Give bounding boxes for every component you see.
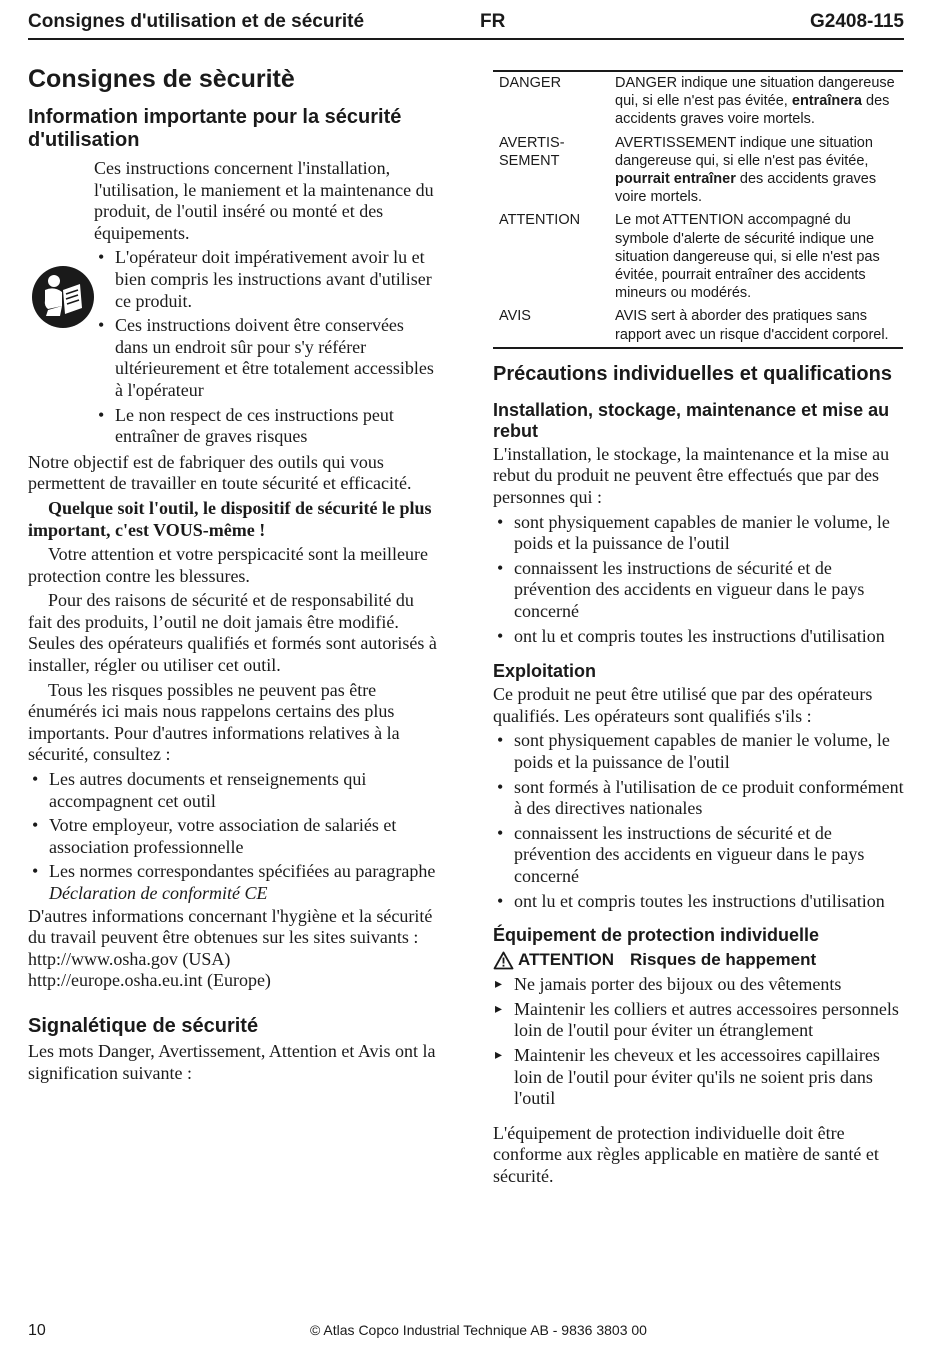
signal-word-table bbox=[493, 70, 903, 349]
list-item: • Votre employeur, votre association de salariés et association professionnelle bbox=[28, 815, 440, 858]
signal-definition: AVERTISSEMENT indique une situation dangereuse qui, si elle n'est pas évitée, pourrait entraîner des accidents graves voire mortels. bbox=[615, 134, 877, 206]
right-column bbox=[493, 70, 904, 1187]
norms-text: Les normes correspondantes spécifiées au paragraphe bbox=[49, 861, 436, 882]
list-item: ▸ Ne jamais porter des bijoux ou des vêtements bbox=[493, 974, 904, 996]
warning-risk-title: Risques de happement bbox=[630, 950, 817, 970]
signal-term: DANGER bbox=[499, 75, 562, 91]
signal-term: AVIS bbox=[499, 308, 531, 325]
objective-paragraph: Notre objectif est de fabriquer des outils qui vous permettent de travailler en toute sécurité et efficacité. bbox=[28, 451, 412, 494]
signal-term: AVERTIS- SEMENT bbox=[499, 134, 565, 169]
attention-paragraph: Votre attention et votre perspicacité sont la meilleure protection contre les blessures. bbox=[28, 544, 429, 586]
intro-bullets bbox=[94, 247, 440, 447]
intro-paragraph: Ces instructions concernent l'installation, l'utilisation, le maniement et la maintenance du produit, de l'outil inséré ou monté et des équipements. bbox=[94, 158, 434, 243]
hygiene-paragraph: D'autres informations concernant l'hygiène et la sécurité du travail peuvent être obtenues sur les sites suivants : bbox=[28, 905, 433, 948]
precautions-heading: Précautions individuelles et qualifications bbox=[493, 362, 892, 385]
exploitation-heading: Exploitation bbox=[493, 661, 596, 682]
list-item: • connaissent les instructions de sécurité et de prévention des accidents en vigueur dans le pays concerné bbox=[493, 558, 904, 623]
page-number: 10 bbox=[28, 1322, 46, 1339]
header-title: Consignes d'utilisation et de sécurité bbox=[28, 11, 365, 32]
warning-signal-word: ATTENTION bbox=[518, 950, 615, 970]
list-item: ▸ Maintenir les colliers et autres accessoires personnels loin de l'outil pour éviter un étranglement bbox=[493, 999, 904, 1042]
list-item: • sont formés à l'utilisation de ce produit conformément à des directives nationales bbox=[493, 777, 904, 820]
copyright-notice: © Atlas Copco Industrial Technique AB - 9836 3803 00 bbox=[310, 1322, 647, 1338]
list-item: • connaissent les instructions de sécurité et de prévention des accidents en vigueur dans le pays concerné bbox=[493, 823, 904, 888]
list-item: • Les autres documents et renseignements qui accompagnent cet outil bbox=[28, 769, 440, 812]
install-intro: L'installation, le stockage, la maintenance et la mise au rebut du produit ne peuvent être effectués que par des personnes qui : bbox=[493, 443, 890, 508]
signal-definition: Le mot ATTENTION accompagné du symbole d'alerte de sécurité indique une situation dangereuse qui, si elle n'est pas évitée, pourrait entraîner des accidents mineurs ou modérés. bbox=[615, 212, 880, 302]
signal-intro: Les mots Danger, Avertissement, Attention et Avis ont la signification suivante : bbox=[28, 1040, 436, 1083]
osha-usa-link[interactable]: http://www.osha.gov (USA) bbox=[28, 948, 231, 969]
ppe-heading: Équipement de protection individuelle bbox=[493, 925, 820, 946]
list-item: • ont lu et compris toutes les instructions d'utilisation bbox=[493, 891, 904, 913]
table-row bbox=[493, 211, 903, 302]
signal-definition: DANGER indique une situation dangereuse qui, si elle n'est pas évitée, entraînera des accidents graves voire mortels. bbox=[615, 75, 895, 128]
page-title: Consignes de sècuritè bbox=[28, 65, 295, 93]
read-manual-icon bbox=[32, 266, 94, 328]
table-row bbox=[493, 134, 903, 207]
list-item: • sont physiquement capables de manier le volume, le poids et la puissance de l'outil bbox=[493, 512, 904, 555]
list-item bbox=[28, 861, 440, 904]
install-requirements bbox=[493, 512, 904, 648]
exploitation-intro: Ce produit ne peut être utilisé que par des opérateurs qualifiés. Les opérateurs sont qualifiés s'ils : bbox=[493, 684, 873, 726]
risks-paragraph: Tous les risques possibles ne peuvent pas être énumérés ici mais nous rappelons certains des plus importants. Pour d'autres informations relatives à la sécurité, consultez : bbox=[28, 679, 400, 765]
list-item: • Le non respect de ces instructions peut entraîner de graves risques bbox=[94, 405, 440, 448]
signal-definition: AVIS sert à aborder des pratiques sans rapport avec un risque d'accident corporel. bbox=[615, 308, 889, 343]
operator-requirements bbox=[493, 730, 904, 912]
ce-declaration-reference: Déclaration de conformité CE bbox=[49, 883, 268, 903]
warning-triangle-icon bbox=[493, 951, 514, 970]
table-row bbox=[493, 307, 903, 343]
page-header bbox=[28, 10, 904, 40]
key-message: Quelque soit l'outil, le dispositif de sécurité le plus important, c'est VOUS-même ! bbox=[28, 497, 432, 540]
info-heading: Information importante pour la sécurité d'utilisation bbox=[28, 106, 402, 151]
list-item: • sont physiquement capables de manier le volume, le poids et la puissance de l'outil bbox=[493, 730, 904, 773]
table-row bbox=[493, 74, 903, 129]
install-heading: Installation, stockage, maintenance et mise au rebut bbox=[493, 399, 890, 441]
risk-sources-list bbox=[28, 769, 440, 905]
left-column bbox=[28, 62, 440, 1084]
osha-europe-link[interactable]: http://europe.osha.eu.int (Europe) bbox=[28, 970, 271, 991]
ppe-instructions bbox=[493, 974, 904, 1110]
responsibility-paragraph: Pour des raisons de sécurité et de responsabilité du fait des produits, l’outil ne doit jamais être modifié. Seules des opérateurs qualifiés et formés sont autorisés à installer, régler ou utiliser cet outil. bbox=[28, 590, 437, 676]
list-item: • L'opérateur doit impérativement avoir lu et bien compris les instructions avant d'utiliser ce produit. bbox=[94, 247, 440, 312]
list-item: • Ces instructions doivent être conservées dans un endroit sûr pour s'y référer ultérieurement et être totalement accessibles à l'opérateur bbox=[94, 315, 440, 401]
header-language: FR bbox=[480, 11, 506, 32]
list-item: • ont lu et compris toutes les instructions d'utilisation bbox=[493, 626, 904, 648]
header-document-code: G2408-115 bbox=[809, 11, 904, 32]
intro-block bbox=[28, 158, 440, 448]
list-item: ▸ Maintenir les cheveux et les accessoires capillaires loin de l'outil pour éviter qu'ils ne soient pris dans l'outil bbox=[493, 1045, 904, 1110]
signal-term: ATTENTION bbox=[499, 212, 581, 229]
entanglement-warning bbox=[493, 949, 904, 971]
ppe-closing-paragraph: L'équipement de protection individuelle doit être conforme aux règles applicable en matière de santé et sécurité. bbox=[493, 1122, 879, 1186]
signal-heading: Signalétique de sécurité bbox=[28, 1014, 259, 1037]
